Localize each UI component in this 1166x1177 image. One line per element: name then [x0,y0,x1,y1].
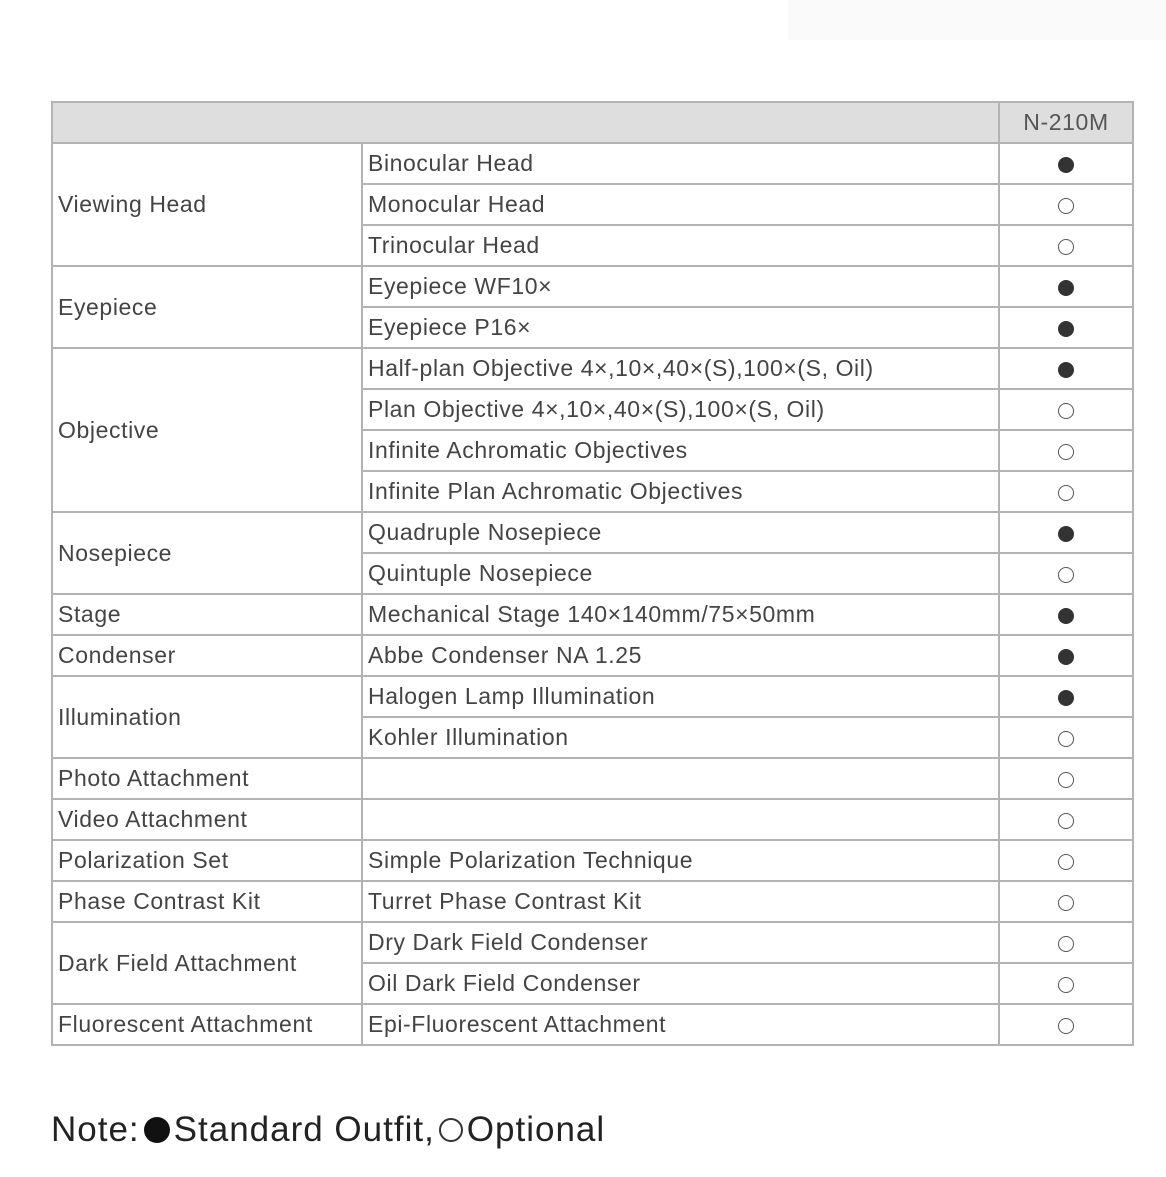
optional-circle-icon [1058,813,1074,829]
item-cell: Quintuple Nosepiece [362,553,999,594]
table-header-row [52,102,1133,143]
table-row [52,1004,1133,1045]
optional-circle-icon [1058,854,1074,870]
item-cell: Eyepiece P16× [362,307,999,348]
table-row [52,676,1133,717]
category-cell: Illumination [52,676,362,758]
item-cell: Dry Dark Field Condenser [362,922,999,963]
category-cell: Phase Contrast Kit [52,881,362,922]
standard-dot-icon [1058,280,1074,296]
standard-dot-icon [1058,362,1074,378]
table-row [52,143,1133,184]
top-strip [788,0,1166,40]
category-cell: Nosepiece [52,512,362,594]
category-cell: Photo Attachment [52,758,362,799]
note-prefix: Note: [51,1110,140,1149]
optional-circle-icon [1058,772,1074,788]
standard-dot-icon [1058,321,1074,337]
category-cell: Viewing Head [52,143,362,266]
availability-cell [999,184,1133,225]
item-cell: Eyepiece WF10× [362,266,999,307]
availability-cell [999,348,1133,389]
standard-dot-icon [1058,690,1074,706]
item-cell: Mechanical Stage 140×140mm/75×50mm [362,594,999,635]
availability-cell [999,1004,1133,1045]
availability-cell [999,799,1133,840]
item-cell: Half-plan Objective 4×,10×,40×(S),100×(S, Oil) [362,348,999,389]
item-cell: Monocular Head [362,184,999,225]
table-row [52,512,1133,553]
optional-circle-icon [1058,1018,1074,1034]
category-cell: Stage [52,594,362,635]
availability-cell [999,307,1133,348]
spec-table [51,101,1134,1046]
availability-cell [999,922,1133,963]
optional-circle-icon [1058,895,1074,911]
item-cell: Abbe Condenser NA 1.25 [362,635,999,676]
item-cell: Turret Phase Contrast Kit [362,881,999,922]
availability-cell [999,225,1133,266]
legend-note [51,1110,605,1150]
category-cell: Objective [52,348,362,512]
optional-circle-icon [1058,444,1074,460]
note-standard-label: Standard Outfit, [173,1110,435,1149]
item-cell: Plan Objective 4×,10×,40×(S),100×(S, Oil) [362,389,999,430]
table-row [52,881,1133,922]
availability-cell [999,963,1133,1004]
category-cell: Eyepiece [52,266,362,348]
table-row [52,840,1133,881]
availability-cell [999,717,1133,758]
item-cell [362,799,999,840]
availability-cell [999,471,1133,512]
optional-circle-icon [1058,936,1074,952]
category-cell: Fluorescent Attachment [52,1004,362,1045]
table-row [52,758,1133,799]
availability-cell [999,594,1133,635]
item-cell: Halogen Lamp Illumination [362,676,999,717]
optional-circle-icon [1058,485,1074,501]
table-row [52,922,1133,963]
item-cell: Epi-Fluorescent Attachment [362,1004,999,1045]
item-cell [362,758,999,799]
optional-circle-icon [1058,239,1074,255]
spec-body [52,143,1133,1045]
item-cell: Simple Polarization Technique [362,840,999,881]
note-optional-label: Optional [466,1110,606,1149]
standard-dot-icon [1058,526,1074,542]
availability-cell [999,758,1133,799]
availability-cell [999,143,1133,184]
availability-cell [999,553,1133,594]
optional-circle-icon [1058,198,1074,214]
category-cell: Video Attachment [52,799,362,840]
standard-dot-icon [1058,157,1074,173]
table-row [52,348,1133,389]
item-cell: Oil Dark Field Condenser [362,963,999,1004]
availability-cell [999,389,1133,430]
category-cell: Dark Field Attachment [52,922,362,1004]
optional-circle-icon [1058,403,1074,419]
table-row [52,594,1133,635]
table-row [52,635,1133,676]
standard-dot-icon [1058,649,1074,665]
table-row [52,266,1133,307]
category-cell: Condenser [52,635,362,676]
availability-cell [999,840,1133,881]
item-cell: Infinite Achromatic Objectives [362,430,999,471]
availability-cell [999,635,1133,676]
item-cell: Binocular Head [362,143,999,184]
item-cell: Quadruple Nosepiece [362,512,999,553]
item-cell: Infinite Plan Achromatic Objectives [362,471,999,512]
optional-circle-icon [1058,977,1074,993]
optional-circle-icon [1058,731,1074,747]
standard-dot-icon [144,1117,170,1143]
availability-cell [999,430,1133,471]
availability-cell [999,266,1133,307]
availability-cell [999,881,1133,922]
table-row [52,799,1133,840]
category-cell: Polarization Set [52,840,362,881]
optional-circle-icon [1058,567,1074,583]
standard-dot-icon [1058,608,1074,624]
item-cell: Kohler Illumination [362,717,999,758]
availability-cell [999,676,1133,717]
item-cell: Trinocular Head [362,225,999,266]
availability-cell [999,512,1133,553]
optional-circle-icon [439,1118,463,1142]
model-header: N-210M [999,102,1133,143]
header-blank-cell [52,102,999,143]
